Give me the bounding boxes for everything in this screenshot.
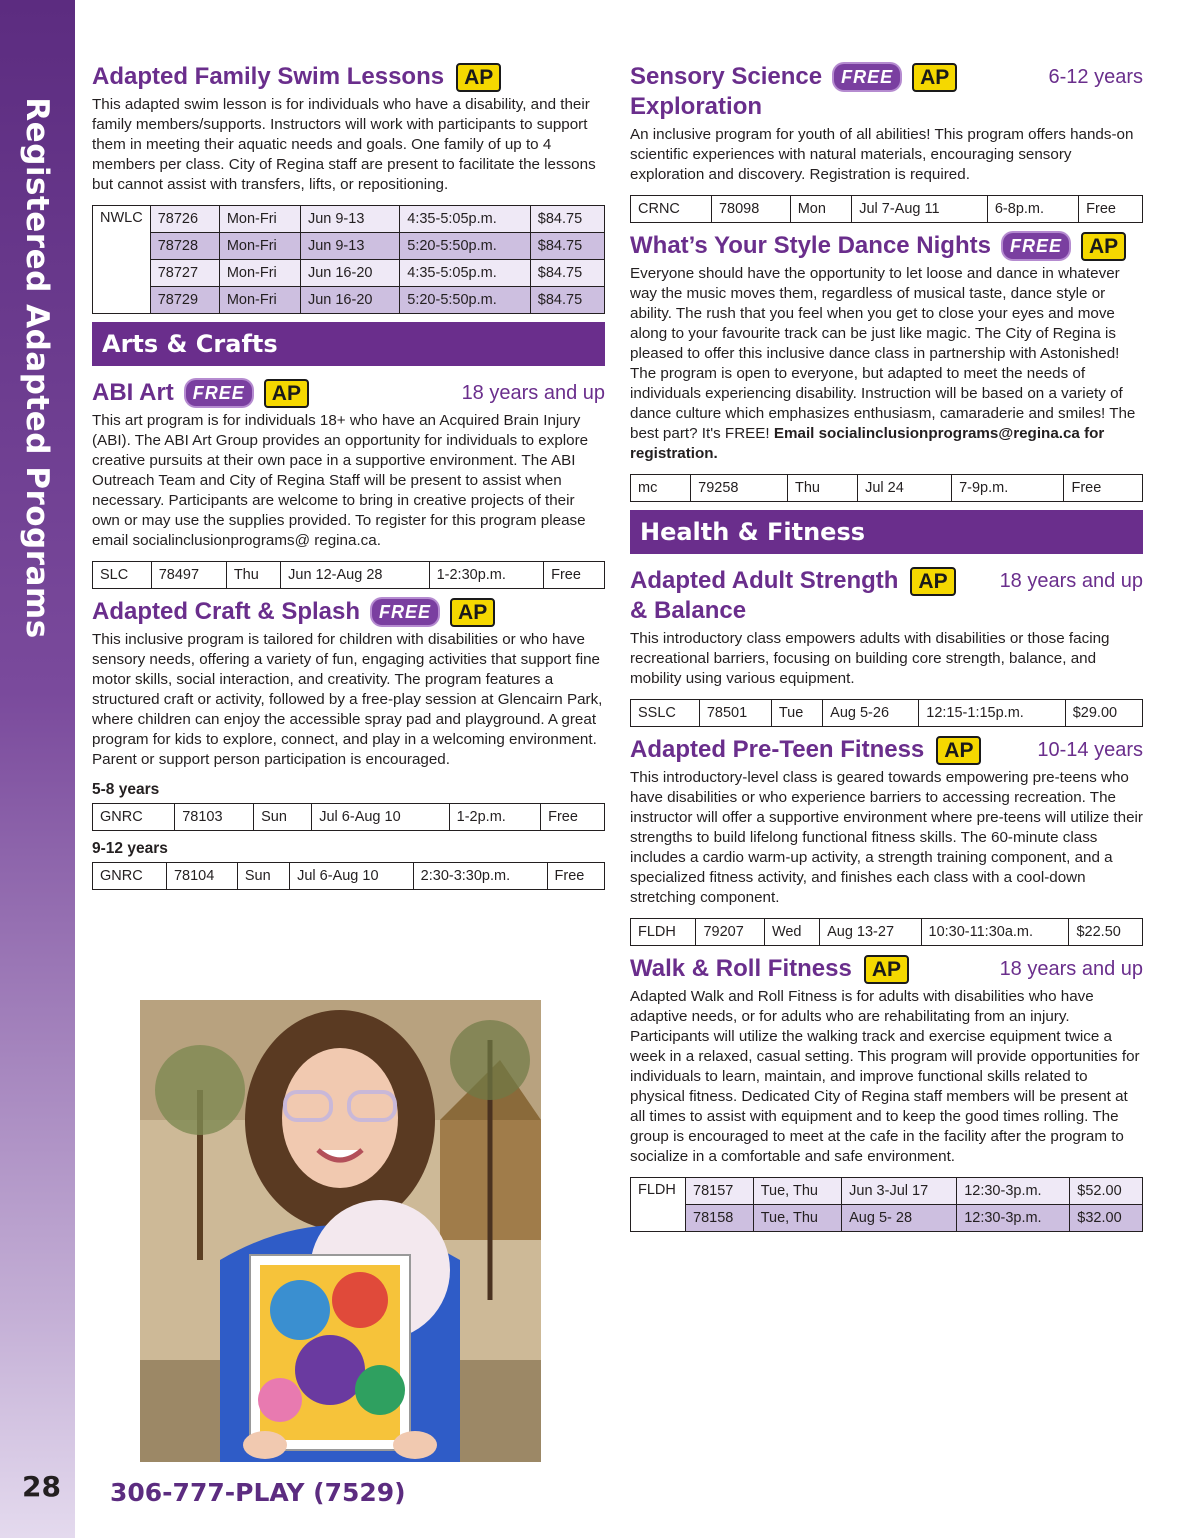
sidebar xyxy=(0,0,75,1538)
price-cell: $84.75 xyxy=(530,287,604,314)
age-range: 18 years and up xyxy=(999,958,1143,980)
program-title: Adapted Pre-Teen Fitness xyxy=(630,736,925,763)
ap-badge-icon: AP xyxy=(912,63,957,92)
table-row xyxy=(631,475,1143,502)
price-cell: $22.50 xyxy=(1069,919,1143,946)
program-family-swim xyxy=(92,62,605,314)
program-title: Adapted Craft & Splash xyxy=(92,598,361,625)
program-title: Walk & Roll Fitness xyxy=(630,955,852,982)
dates-cell: Jul 7-Aug 11 xyxy=(852,196,988,223)
days-cell: Mon-Fri xyxy=(219,206,300,233)
price-cell: $32.00 xyxy=(1070,1205,1143,1232)
schedule-table xyxy=(630,474,1143,502)
program-walk-roll xyxy=(630,954,1143,1232)
dates-cell: Jun 12-Aug 28 xyxy=(281,562,429,589)
time-cell: 2:30-3:30p.m. xyxy=(413,863,547,890)
days-cell: Mon-Fri xyxy=(219,233,300,260)
price-cell: Free xyxy=(1079,196,1143,223)
days-cell: Tue xyxy=(771,700,822,727)
time-cell: 10:30-11:30a.m. xyxy=(921,919,1069,946)
ap-badge-icon: AP xyxy=(864,955,909,984)
program-title: Sensory Science xyxy=(630,63,823,90)
age-range: 6-12 years xyxy=(1048,66,1143,88)
program-title-line2: & Balance xyxy=(630,597,747,624)
days-cell: Tue, Thu xyxy=(753,1178,841,1205)
free-badge-icon: FREE xyxy=(1003,233,1069,259)
course-code[interactable]: 78098 xyxy=(711,196,790,223)
table-row xyxy=(631,700,1143,727)
free-badge-icon: FREE xyxy=(186,380,252,406)
program-craft-splash xyxy=(92,597,605,890)
time-cell: 4:35-5:05p.m. xyxy=(400,206,531,233)
schedule-table xyxy=(630,1177,1143,1232)
course-code[interactable]: 79258 xyxy=(691,475,788,502)
location-cell: FLDH xyxy=(631,1178,686,1232)
dates-cell: Aug 13-27 xyxy=(820,919,921,946)
schedule-table xyxy=(92,862,605,890)
time-cell: 1-2:30p.m. xyxy=(429,562,544,589)
course-code[interactable]: 78728 xyxy=(150,233,219,260)
price-cell: Free xyxy=(541,804,605,831)
table-row xyxy=(93,287,605,314)
table-row xyxy=(631,919,1143,946)
price-cell: $29.00 xyxy=(1065,700,1142,727)
dates-cell: Jul 6-Aug 10 xyxy=(290,863,414,890)
page-number: 28 xyxy=(22,1470,61,1503)
right-column xyxy=(630,62,1143,1240)
days-cell: Mon-Fri xyxy=(219,260,300,287)
ap-badge-icon: AP xyxy=(456,63,501,92)
time-cell: 1-2p.m. xyxy=(449,804,540,831)
table-row xyxy=(631,1205,1143,1232)
table-row xyxy=(631,1178,1143,1205)
dates-cell: Aug 5-26 xyxy=(823,700,919,727)
age-range: 18 years and up xyxy=(999,570,1143,592)
program-title: ABI Art xyxy=(92,379,174,406)
location-cell: CRNC xyxy=(631,196,712,223)
sidebar-title: Registered Adapted Programs xyxy=(19,97,55,639)
program-title: Adapted Adult Strength xyxy=(630,567,899,594)
price-cell: $52.00 xyxy=(1070,1178,1143,1205)
location-cell: FLDH xyxy=(631,919,696,946)
price-cell: $84.75 xyxy=(530,260,604,287)
course-code[interactable]: 78103 xyxy=(175,804,254,831)
left-column xyxy=(92,62,605,898)
table-row xyxy=(631,196,1143,223)
participant-photo xyxy=(140,1000,541,1462)
program-description: This introductory class empowers adults with disabilities or those facing recreational barriers, focusing on building core strength, balance, and mobility using various equipment. xyxy=(630,630,1110,687)
time-cell: 5:20-5:50p.m. xyxy=(400,233,531,260)
dates-cell: Jun 9-13 xyxy=(300,233,399,260)
time-cell: 5:20-5:50p.m. xyxy=(400,287,531,314)
dates-cell: Jun 9-13 xyxy=(300,206,399,233)
location-cell: GNRC xyxy=(93,863,167,890)
age-range: 18 years and up xyxy=(461,382,605,404)
program-title-line2: Exploration xyxy=(630,93,763,120)
age-range: 10-14 years xyxy=(1037,739,1143,761)
ap-badge-icon: AP xyxy=(264,379,309,408)
location-cell: GNRC xyxy=(93,804,175,831)
program-description: This introductory-level class is geared towards empowering pre-teens who have disabilities or who experience barriers to accessing recreation. The instructor will offer a supportive environment where pre-teens will utilize their strengths to build lifelong functional fitness skills. The 60-minute class includes a cardio warm-up activity, a strength training component, and a specialized fitness activity, and finishes each class with a cool-down stretching component. xyxy=(630,769,1143,906)
price-cell: Free xyxy=(544,562,605,589)
free-badge-icon: FREE xyxy=(372,599,438,625)
days-cell: Thu xyxy=(788,475,858,502)
time-cell: 12:15-1:15p.m. xyxy=(919,700,1065,727)
free-badge-icon: FREE xyxy=(834,64,900,90)
course-code[interactable]: 78158 xyxy=(686,1205,754,1232)
dates-cell: Aug 5- 28 xyxy=(842,1205,957,1232)
table-row xyxy=(93,233,605,260)
registration-note[interactable]: Email socialinclusionprograms@regina.ca for registration. xyxy=(630,425,1105,462)
location-cell: SSLC xyxy=(631,700,700,727)
dates-cell: Jul 24 xyxy=(858,475,952,502)
ap-badge-icon: AP xyxy=(450,598,495,627)
time-cell: 6-8p.m. xyxy=(987,196,1078,223)
days-cell: Tue, Thu xyxy=(753,1205,841,1232)
price-cell: $84.75 xyxy=(530,233,604,260)
photo-illustration xyxy=(140,1000,541,1462)
course-code[interactable]: 78729 xyxy=(150,287,219,314)
program-description: Adapted Walk and Roll Fitness is for adults with disabilities who have adaptive needs, or for adults who are rehabilitating from an injury. Participants will utilize the walking track and exercise equipment twice a week in a relaxed, casual setting. This program will provide opportunities for individuals to learn, maintain, and improve functional skills related to physical fitness. Dedicated City of Regina staff members will be present at all times to assist with equipment and to keep the good times rolling. The group is encouraged to meet at the cafe in the facility after the program to socialize in a comfortable and safe environment. xyxy=(630,988,1140,1165)
price-cell: Free xyxy=(1064,475,1143,502)
ap-badge-icon: AP xyxy=(1081,232,1126,261)
dates-cell: Jun 16-20 xyxy=(300,260,399,287)
program-preteen-fitness xyxy=(630,735,1143,946)
program-description xyxy=(630,264,1143,464)
days-cell: Mon-Fri xyxy=(219,287,300,314)
dates-cell: Jun 16-20 xyxy=(300,287,399,314)
days-cell: Mon xyxy=(790,196,852,223)
age-group-label: 9-12 years xyxy=(92,840,168,857)
location-cell: mc xyxy=(631,475,691,502)
program-description: This inclusive program is tailored for children with disabilities or who have sensory needs, offering a variety of fun, engaging activities that support fine motor skills, social interaction, and creativity. The program features a structured craft or activity, followed by a free-play session at Glencairn Park, where children can enjoy the accessible spray pad and playground. A great program for kids to explore, connect, and play in a welcoming environment. Parent or support person participation is encouraged. xyxy=(92,631,603,768)
schedule-table xyxy=(92,803,605,831)
program-description: An inclusive program for youth of all abilities! This program offers hands-on scientific experiences with natural materials, encouraging sensory exploration and discovery. Registration is required. xyxy=(630,126,1134,183)
program-abi-art xyxy=(92,378,605,589)
location-cell: SLC xyxy=(93,562,152,589)
course-code[interactable]: 78727 xyxy=(150,260,219,287)
schedule-table xyxy=(92,205,605,314)
program-title: Adapted Family Swim Lessons xyxy=(92,63,445,90)
table-row xyxy=(93,863,605,890)
dates-cell: Jul 6-Aug 10 xyxy=(312,804,449,831)
ap-badge-icon: AP xyxy=(936,736,981,765)
time-cell: 7-9p.m. xyxy=(952,475,1064,502)
section-header-health: Health & Fitness xyxy=(630,510,1143,554)
price-cell: $84.75 xyxy=(530,206,604,233)
program-dance-nights xyxy=(630,231,1143,502)
description-text: Everyone should have the opportunity to let loose and dance in whatever way the music moves them, regardless of musical taste, dance style or ability. The rush that you feel when you get to close your eyes and move along to your favourite track can be just like magic. The City of Regina is pleased to offer this inclusive dance class in partnership with Astonished! The program is open to everyone, but adapted to meet the needs of individuals experiencing disability. Instruction will be based on a variety of dance culture which emphasizes enthusiasm, camaraderie and smiles! The best part? It's FREE! xyxy=(630,265,1136,442)
price-cell: Free xyxy=(547,863,604,890)
days-cell: Sun xyxy=(237,863,289,890)
days-cell: Sun xyxy=(254,804,312,831)
age-group-label: 5-8 years xyxy=(92,781,160,798)
schedule-table xyxy=(630,918,1143,946)
program-title: What’s Your Style Dance Nights xyxy=(630,232,991,259)
program-description: This adapted swim lesson is for individuals who have a disability, and their family members/supports. Instructors will work with participants to support them in meeting their aquatic needs and goals. One family of up to 4 members per class. City of Regina staff are present to facilitate the lessons but cannot assist with transfers, lifts, or repositioning. xyxy=(92,96,596,193)
course-code[interactable]: 78501 xyxy=(699,700,771,727)
course-code[interactable]: 78157 xyxy=(686,1178,754,1205)
phone-number[interactable]: 306-777-PLAY (7529) xyxy=(110,1478,406,1507)
location-cell: NWLC xyxy=(93,206,151,314)
schedule-table xyxy=(630,699,1143,727)
days-cell: Wed xyxy=(764,919,819,946)
program-adult-strength xyxy=(630,566,1143,727)
time-cell: 12:30-3p.m. xyxy=(957,1205,1070,1232)
time-cell: 4:35-5:05p.m. xyxy=(400,260,531,287)
table-row xyxy=(93,562,605,589)
course-code[interactable]: 79207 xyxy=(696,919,764,946)
schedule-table xyxy=(92,561,605,589)
course-code[interactable]: 78726 xyxy=(150,206,219,233)
days-cell: Thu xyxy=(226,562,280,589)
program-sensory-science xyxy=(630,62,1143,223)
table-row xyxy=(93,206,605,233)
program-description: This art program is for individuals 18+ who have an Acquired Brain Injury (ABI). The ABI Art Group provides an opportunity for individuals to explore creative pursuits at their own pace in a supportive environment. The ABI Outreach Team and City of Regina Staff will be present to assist when necessary. Participants are welcome to bring in creative projects of their own or may use the supplies provided. To register for this program please email socialinclusionprograms@ regina.ca. xyxy=(92,412,589,549)
table-row xyxy=(93,260,605,287)
dates-cell: Jun 3-Jul 17 xyxy=(842,1178,957,1205)
time-cell: 12:30-3p.m. xyxy=(957,1178,1070,1205)
ap-badge-icon: AP xyxy=(910,567,955,596)
section-header-arts: Arts & Crafts xyxy=(92,322,605,366)
course-code[interactable]: 78104 xyxy=(166,863,237,890)
table-row xyxy=(93,804,605,831)
course-code[interactable]: 78497 xyxy=(151,562,226,589)
schedule-table xyxy=(630,195,1143,223)
